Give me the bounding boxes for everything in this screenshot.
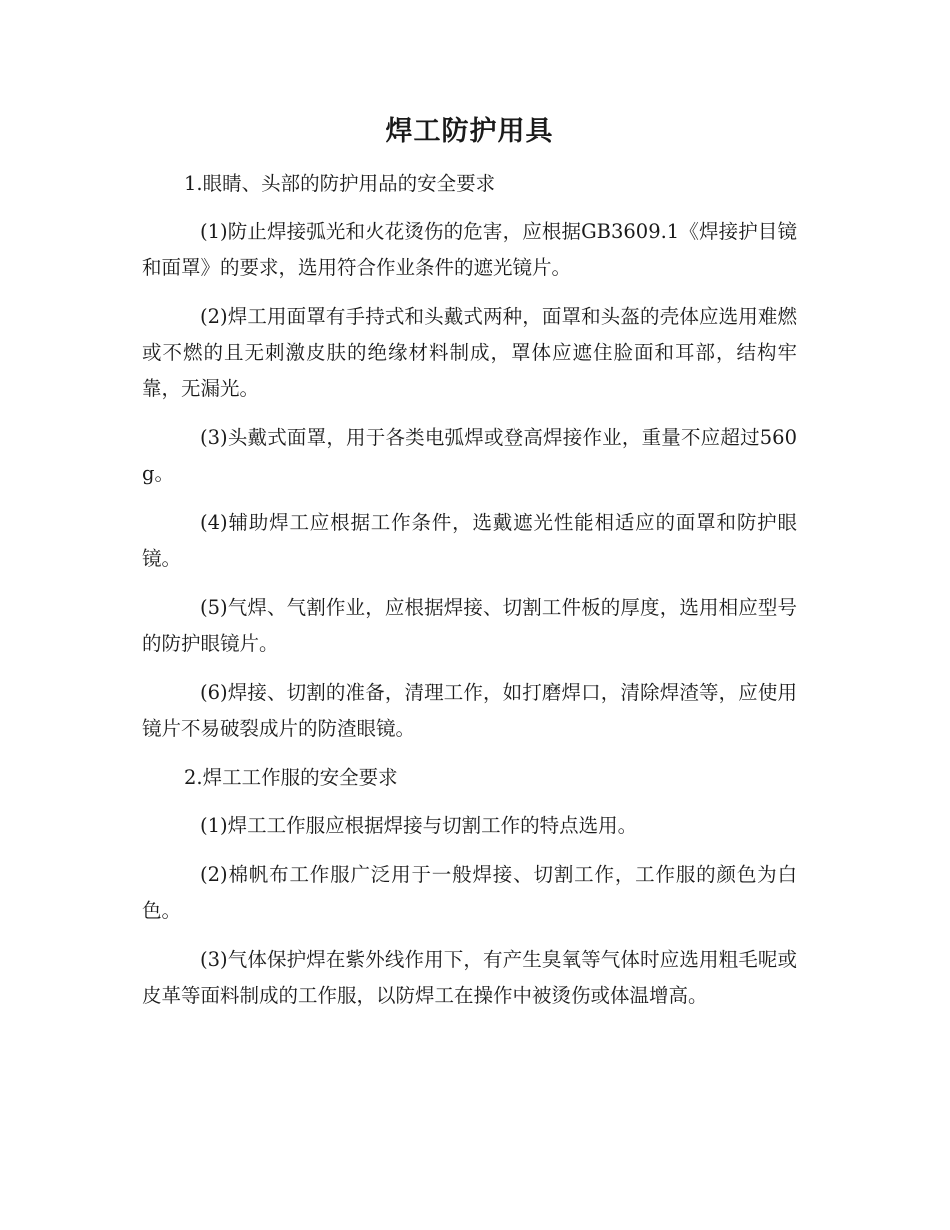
section-heading-2: 2.焊工工作服的安全要求: [184, 766, 398, 789]
paragraph-2-1: (1)焊工工作服应根据焊接与切割工作的特点选用。: [200, 814, 638, 837]
paragraph-1-6: (6)焊接、切割的准备，清理工作，如打磨焊口，清除焊渣等，应使用镜片不易破裂成片的防渣眼镜。: [142, 681, 797, 740]
section-heading-1: 1.眼睛、头部的防护用品的安全要求: [184, 172, 496, 195]
paragraph-2-3: (3)气体保护焊在紫外线作用下，有产生臭氧等气体时应选用粗毛呢或皮革等面料制成的工作服，以防焊工在操作中被烫伤或体温增高。: [142, 948, 797, 1007]
paragraph-1-5: (5)气焊、气割作业，应根据焊接、切割工件板的厚度，选用相应型号的防护眼镜片。: [142, 596, 797, 655]
paragraph-2-2: (2)棉帆布工作服广泛用于一般焊接、切割工作，工作服的颜色为白色。: [142, 863, 797, 922]
paragraph-1-1: (1)防止焊接弧光和火花烫伤的危害，应根据GB3609.1《焊接护目镜和面罩》的要求，选用符合作业条件的遮光镜片。: [142, 220, 797, 279]
document-body: [142, 166, 797, 1027]
paragraph-1-2: (2)焊工用面罩有手持式和头戴式两种，面罩和头盔的壳体应选用难燃或不燃的且无刺激皮肤的绝缘材料制成，罩体应遮住脸面和耳部，结构牢靠，无漏光。: [142, 305, 797, 400]
document-title: 焊工防护用具: [385, 116, 554, 147]
paragraph-1-3: (3)头戴式面罩，用于各类电弧焊或登高焊接作业，重量不应超过560g。: [142, 426, 797, 485]
paragraph-1-4: (4)辅助焊工应根据工作条件，选戴遮光性能相适应的面罩和防护眼镜。: [142, 511, 797, 570]
